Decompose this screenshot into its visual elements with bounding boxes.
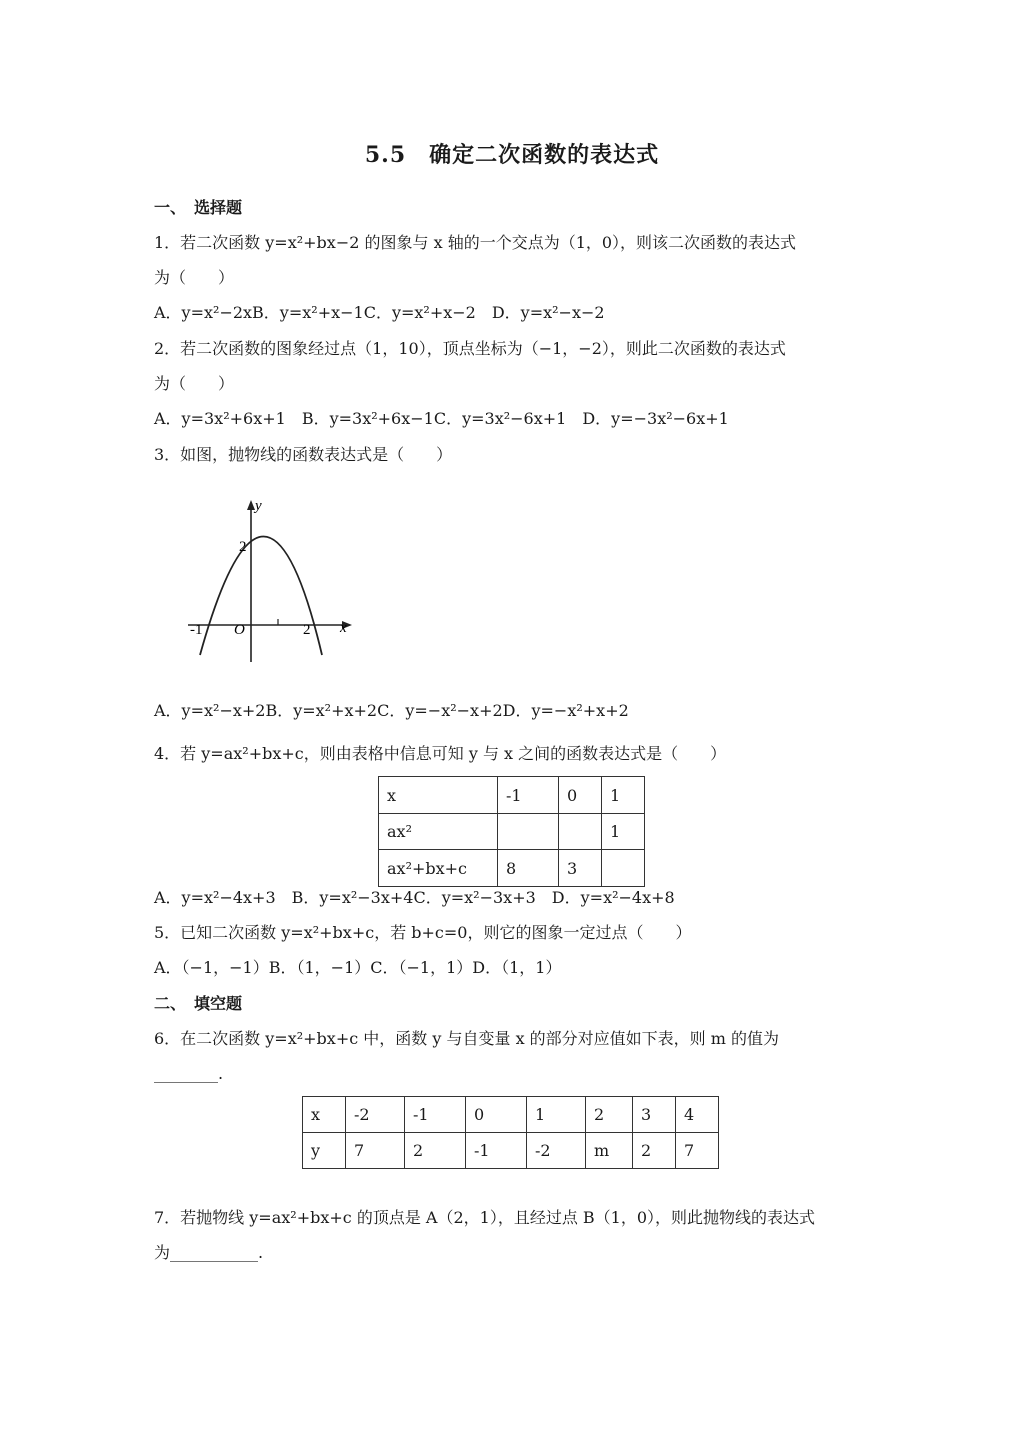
q5-options: A．（−1，−1）B．（1，−1）C．（−1，1）D．（1，1） [154, 958, 562, 977]
q4-stem: 4．若 y=ax²+bx+c，则由表格中信息可知 y 与 x 之间的函数表达式是（ ） [154, 744, 727, 763]
page-title: 5.5 确定二次函数的表达式 [364, 142, 660, 168]
q2-stem-cont: 为（ ） [154, 374, 235, 393]
x-left-intercept-label: -1 [190, 622, 203, 638]
q4-options: A．y=x²−4x+3 B．y=x²−3x+4C．y=x²−3x+3 D．y=x²−4x+8 [154, 888, 675, 907]
table-cell: 7 [676, 1133, 719, 1169]
table-cell: 0 [559, 777, 602, 814]
table-cell: x [303, 1097, 346, 1133]
q6-blank: ________. [154, 1064, 224, 1083]
table-cell: x [379, 777, 498, 814]
table-cell [498, 814, 559, 850]
q7-blank: 为___________. [154, 1243, 264, 1262]
table-row [379, 850, 645, 887]
q2-options: A．y=3x²+6x+1 B．y=3x²+6x−1C．y=3x²−6x+1 D．y=−3x²−6x+1 [154, 409, 729, 428]
table-cell [559, 814, 602, 850]
table-cell: 1 [527, 1097, 586, 1133]
table-cell: -1 [405, 1097, 466, 1133]
table-cell: y [303, 1133, 346, 1169]
q6-table [302, 1096, 719, 1169]
table-cell: ax²+bx+c [379, 850, 498, 887]
table-cell: m [586, 1133, 633, 1169]
table-row [379, 777, 645, 814]
table-cell: -1 [498, 777, 559, 814]
table-cell: 0 [466, 1097, 527, 1133]
table-cell: 2 [633, 1133, 676, 1169]
q3-stem: 3．如图，抛物线的函数表达式是（ ） [154, 445, 453, 464]
q5-stem: 5．已知二次函数 y=x²+bx+c，若 b+c=0，则它的图象一定过点（ ） [154, 923, 692, 942]
table-cell: ax² [379, 814, 498, 850]
table-cell: -2 [346, 1097, 405, 1133]
table-cell: 2 [586, 1097, 633, 1133]
table-cell: -1 [466, 1133, 527, 1169]
q6-stem: 6．在二次函数 y=x²+bx+c 中，函数 y 与自变量 x 的部分对应值如下表，则 m 的值为 [154, 1029, 780, 1048]
table-cell: 1 [602, 777, 645, 814]
table-cell: 2 [405, 1133, 466, 1169]
table-cell: 4 [676, 1097, 719, 1133]
q2-stem: 2．若二次函数的图象经过点（1，10），顶点坐标为（−1，−2），则此二次函数的表达式 [154, 339, 786, 358]
x-axis-label: x [340, 620, 347, 636]
table-cell: 3 [633, 1097, 676, 1133]
table-cell: 7 [346, 1133, 405, 1169]
q1-stem-cont: 为（ ） [154, 268, 235, 287]
parabola-figure [182, 494, 362, 669]
origin-label: O [234, 622, 245, 638]
q7-stem: 7．若抛物线 y=ax²+bx+c 的顶点是 A（2，1），且经过点 B（1，0），则此抛物线的表达式 [154, 1208, 816, 1227]
section-heading-choice: 一、 选择题 [154, 198, 243, 217]
table-cell: -2 [527, 1133, 586, 1169]
section-heading-fill: 二、 填空题 [154, 994, 243, 1013]
y-axis-label: y [255, 498, 262, 514]
q1-options: A．y=x²−2xB．y=x²+x−1C．y=x²+x−2 D．y=x²−x−2 [154, 303, 605, 322]
q4-table [378, 776, 645, 887]
table-cell [602, 850, 645, 887]
table-row [303, 1097, 719, 1133]
q1-stem: 1．若二次函数 y=x²+bx−2 的图象与 x 轴的一个交点为（1，0），则该二次函数的表达式 [154, 233, 797, 252]
y-axis-arrow [247, 500, 255, 510]
q3-options: A．y=x²−x+2B．y=x²+x+2C．y=−x²−x+2D．y=−x²+x+2 [154, 701, 629, 720]
table-cell: 3 [559, 850, 602, 887]
table-row [379, 814, 645, 850]
table-row [303, 1133, 719, 1169]
x-right-intercept-label: 2 [303, 622, 311, 638]
table-cell: 1 [602, 814, 645, 850]
y-intercept-label: 2 [239, 539, 247, 555]
table-cell: 8 [498, 850, 559, 887]
